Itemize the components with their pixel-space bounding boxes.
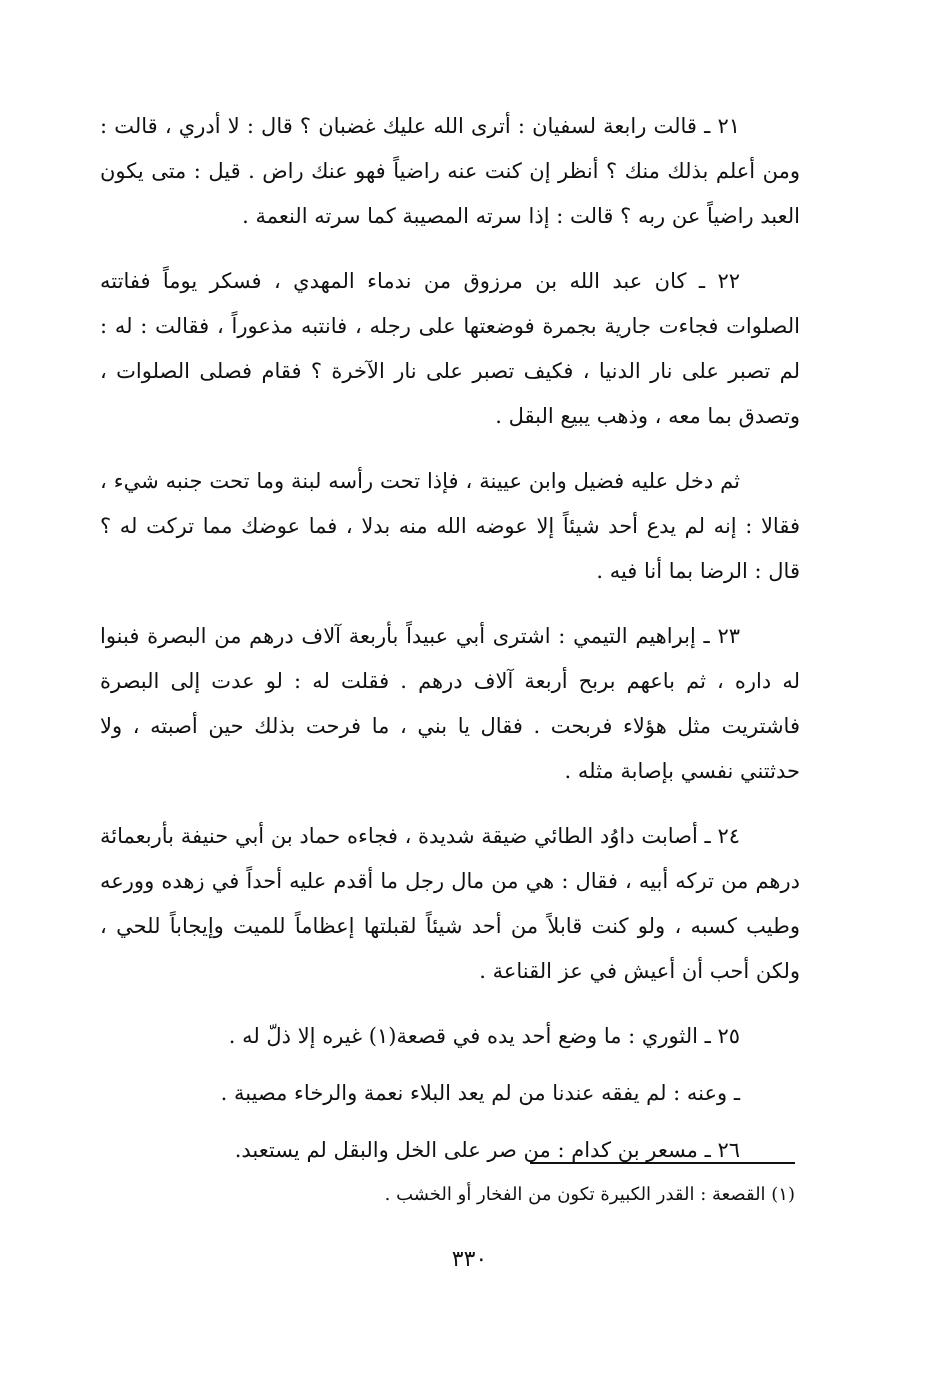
paragraph-26: ٢٦ ـ مسعر بن كدام : من صر على الخل والبقل لم يستعبد. [234, 1138, 740, 1162]
main-text [100, 104, 800, 1185]
paragraph-25-continued: ـ وعنه : لم يفقه عندنا من لم يعد البلاء نعمة والرخاء مصيبة . [220, 1081, 740, 1105]
footnote: (١) القصعة : القدر الكبيرة تكون من الفخار أو الخشب . [384, 1184, 795, 1205]
paragraph-22: ٢٢ ـ كان عبد الله بن مرزوق من ندماء المهدي ، فسكر يوماً ففاتته الصلوات فجاءت جارية بجمرة فوضعتها على رجله ، فانتبه مذعوراً ، فقالت : له : لم تصبر على نار الدنيا ، فكيف تصبر على نار الآخرة ؟ فقام فصلى الصلوات ، وتصدق بما معه ، وذهب يبيع البقل . [100, 269, 800, 428]
paragraph-22-continued: ثم دخل عليه فضيل وابن عيينة ، فإذا تحت رأسه لبنة وما تحت جنبه شيء ، فقالا : إنه لم يدع أحد شيئاً إلا عوضه الله منه بدلا ، فما عوضك مما تركت له ؟ قال : الرضا بما أنا فيه . [100, 469, 800, 583]
paragraph-24: ٢٤ ـ أصابت داوُد الطائي ضيقة شديدة ، فجاءه حماد بن أبي حنيفة بأربعمائة درهم من تركه أبيه ، فقال : هي من مال رجل ما أقدم عليه أحداً في زهده وورعه وطيب كسبه ، ولو كنت قابلاً من أحد شيئاً لقبلتها إعظاماً للميت وإيجاباً للحي ، ولكن أحب أن أعيش في عز القناعة . [100, 824, 800, 983]
paragraph-21: ٢١ ـ قالت رابعة لسفيان : أترى الله عليك غضبان ؟ قال : لا أدري ، قالت : ومن أعلم بذلك منك ؟ أنظر إن كنت عنه راضياً فهو عنك راض . قيل : متى يكون العبد راضياً عن ربه ؟ قالت : إذا سرته المصيبة كما سرته النعمة . [100, 114, 800, 228]
page-number: ٣٣٠ [451, 1247, 488, 1272]
paragraph-23: ٢٣ ـ إبراهيم التيمي : اشترى أبي عبيداً بأربعة آلاف درهم من البصرة فبنوا له داره ، ثم باعهم بربح أربعة آلاف درهم . فقلت له : لو عدت إلى البصرة فاشتريت مثل هؤلاء فربحت . فقال يا بني ، ما فرحت بذلك حين أصبته ، ولا حدثتني نفسي بإصابة مثله . [100, 624, 800, 783]
paragraph-25: ٢٥ ـ الثوري : ما وضع أحد يده في قصعة(١) غيره إلا ذلّ له . [228, 1024, 740, 1048]
footnote-divider [530, 1162, 795, 1164]
